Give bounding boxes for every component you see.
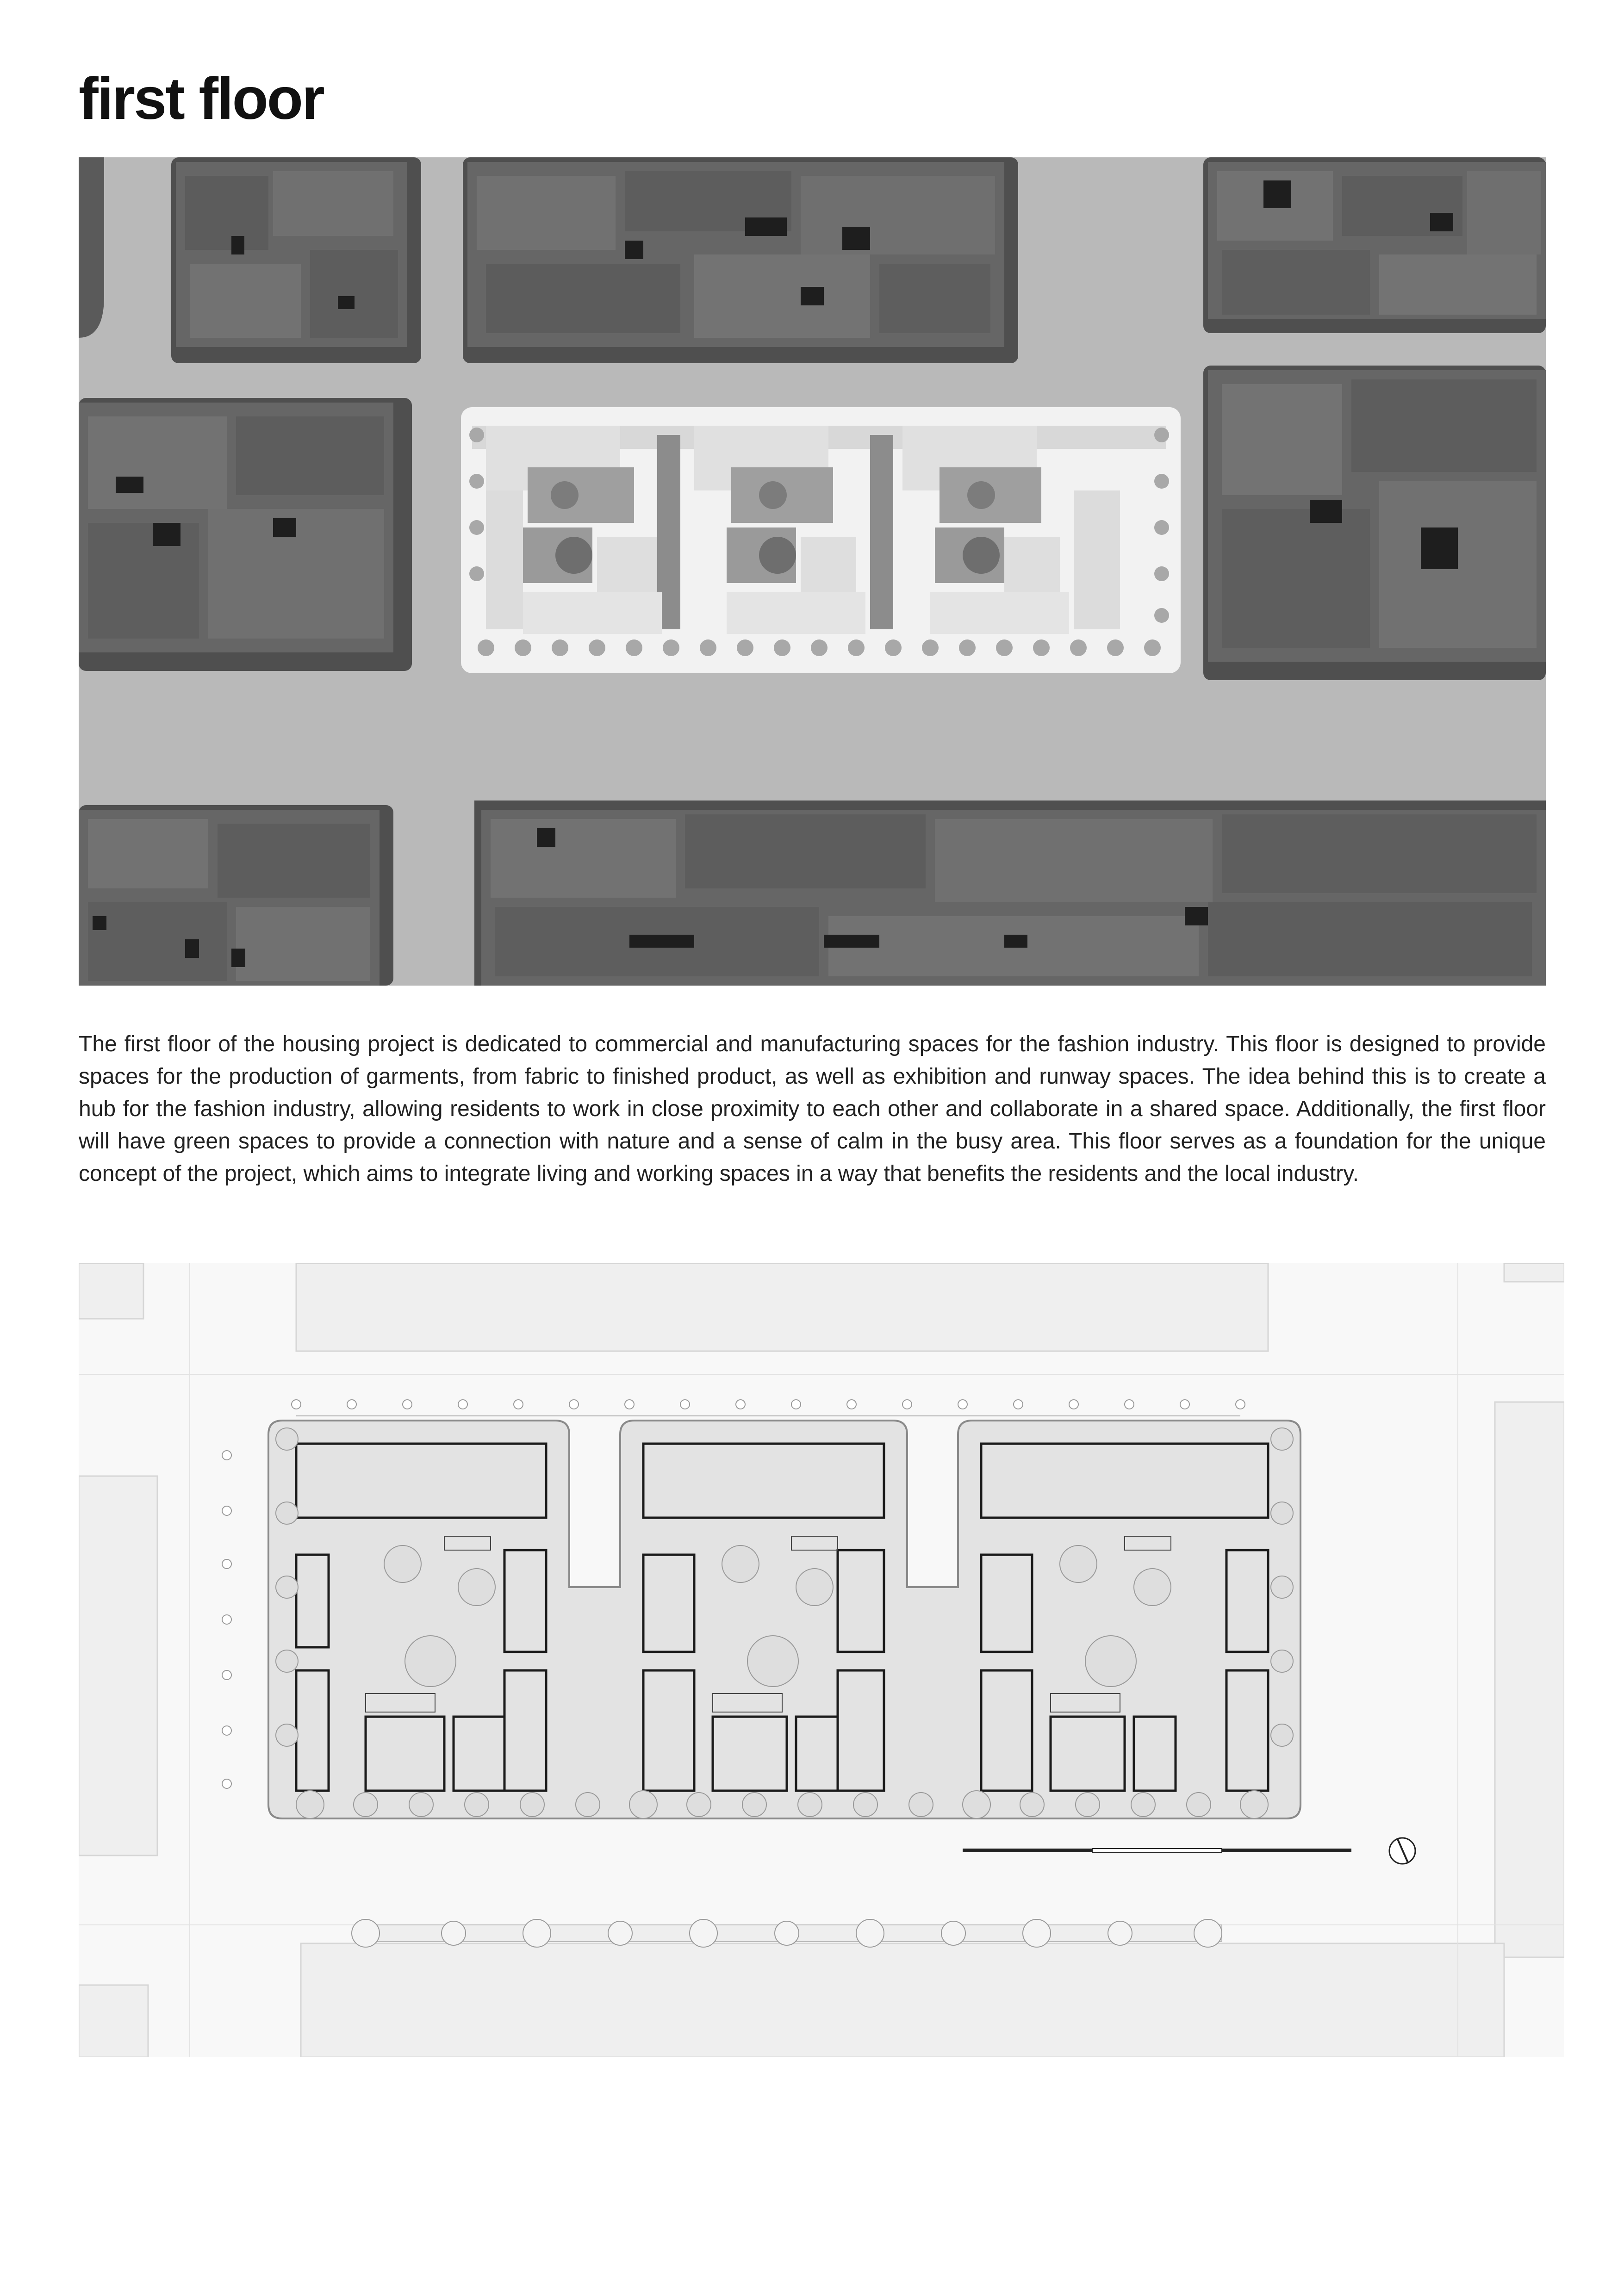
building-slab (268, 1421, 1300, 1818)
context-block (79, 805, 393, 986)
floor-plan-drawing (79, 1263, 1564, 2057)
context-block (1203, 157, 1546, 333)
context-block (463, 157, 1018, 363)
aerial-render (79, 157, 1546, 986)
first-floor-plan (79, 1263, 1564, 2057)
scale-bar (963, 1849, 1351, 1852)
north-arrow-icon (1389, 1838, 1415, 1864)
project-building-model (461, 407, 1181, 673)
project-description: The first floor of the housing project is dedicated to commercial and manufacturing spaces for the fashion industry. This floor is designed to provide spaces for the production of garments, from fabric to finished product, as well as exhibition and runway spaces. The idea behind this is to create a hub for the fashion industry, allowing residents to work in close proximity to each other and collaborate in a shared space. Additionally, the first floor will have green spaces to provide a connection with nature and a sense of calm in the busy area. This floor serves as a foundation for the unique concept of the project, which aims to integrate living and working spaces in a way that benefits the residents and the local industry. (79, 1032, 1546, 1186)
context-block (1203, 366, 1546, 680)
context-block (474, 800, 1546, 986)
context-block (171, 157, 421, 363)
page-title: first floor (79, 66, 324, 132)
context-block (79, 398, 412, 671)
aerial-site-render (79, 157, 1546, 986)
context-block (79, 157, 104, 338)
